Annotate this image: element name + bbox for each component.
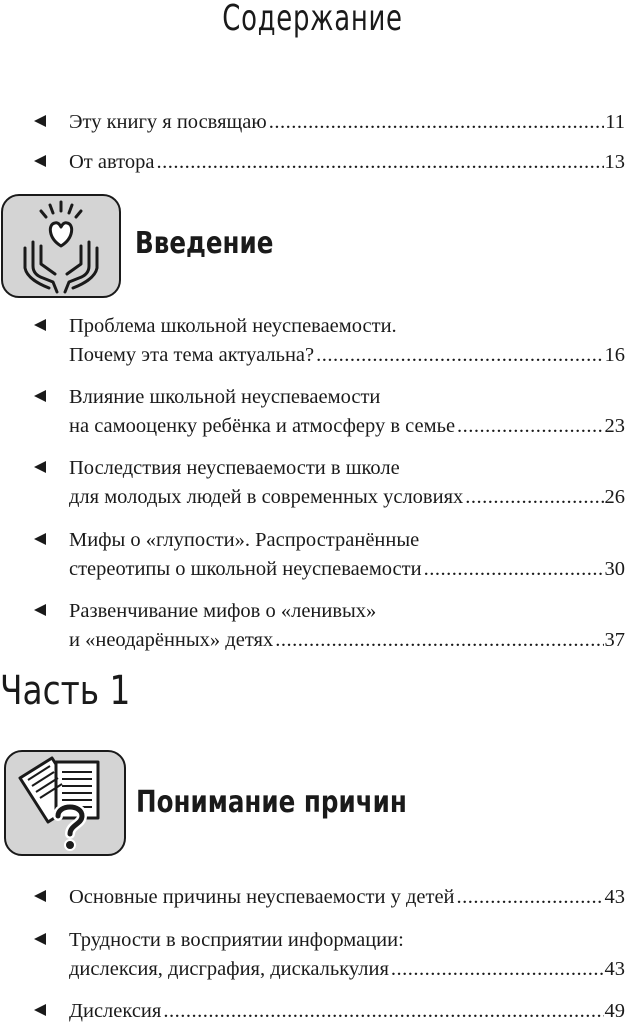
entry-title-cont: Почему эта тема актуальна? (69, 341, 316, 370)
bullet-triangle-icon (34, 890, 46, 902)
dot-leader (163, 997, 603, 1026)
toc-entry[interactable] (34, 597, 625, 655)
dot-leader (156, 148, 603, 177)
bullet-triangle-icon (34, 1004, 46, 1016)
dot-leader (457, 412, 603, 441)
dot-leader (269, 108, 605, 137)
dot-leader (465, 483, 603, 512)
bullet-triangle-icon (34, 155, 46, 167)
entry-title-cont: для молодых людей в современных условиях (69, 483, 465, 512)
page-number: 37 (604, 626, 625, 655)
page-number: 16 (604, 341, 625, 370)
dot-leader (391, 955, 604, 984)
entry-title: Влияние школьной неуспеваемости (69, 383, 380, 412)
entry-title: Дислексия (69, 997, 163, 1026)
entry-title: Эту книгу я посвящаю (69, 108, 269, 137)
page-number: 49 (604, 997, 625, 1026)
entry-title-cont: и «неодарённых» детях (69, 626, 275, 655)
page-title: Содержание (87, 0, 537, 39)
toc-entry[interactable] (34, 526, 625, 584)
section-heading-intro: Введение (135, 226, 273, 261)
page-number: 13 (604, 148, 625, 177)
bullet-triangle-icon (34, 933, 46, 945)
entry-title: Проблема школьной неуспеваемости. (69, 312, 397, 341)
toc-entry[interactable] (34, 926, 625, 984)
toc-entry[interactable] (34, 454, 625, 512)
toc-entry[interactable] (34, 383, 625, 441)
section-heading-part1: Понимание причин (136, 785, 407, 820)
dot-leader (424, 555, 604, 584)
part-heading: Часть 1 (0, 668, 130, 714)
bullet-triangle-icon (34, 604, 46, 616)
entry-title: Трудности в восприятии информации: (69, 926, 404, 955)
page-number: 23 (604, 412, 625, 441)
entry-title: От автора (69, 148, 156, 177)
bullet-triangle-icon (34, 319, 46, 331)
entry-title-cont: дислексия, дисграфия, дискалькулия (69, 955, 391, 984)
bullet-triangle-icon (34, 533, 46, 545)
dot-leader (316, 341, 603, 370)
page-number: 26 (604, 483, 625, 512)
entry-title: Развенчивание мифов о «ленивых» (69, 597, 376, 626)
dot-leader (457, 883, 604, 912)
dot-leader (275, 626, 603, 655)
toc-entry[interactable] (34, 312, 625, 370)
bullet-triangle-icon (34, 461, 46, 473)
entry-title: Основные причины неуспеваемости у детей (69, 883, 457, 912)
page-number: 30 (604, 555, 625, 584)
entry-title-cont: на самооценку ребёнка и атмосферу в семье (69, 412, 457, 441)
entry-title-cont: стереотипы о школьной неуспеваемости (69, 555, 424, 584)
bullet-triangle-icon (34, 390, 46, 402)
bullet-triangle-icon (34, 115, 46, 127)
heart-hands-icon (1, 194, 121, 298)
documents-question-icon (4, 750, 126, 856)
entry-title: Мифы о «глупости». Распространённые (69, 526, 419, 555)
page-number: 43 (604, 883, 625, 912)
page-number: 43 (604, 955, 625, 984)
page-number: 11 (604, 108, 625, 137)
entry-title: Последствия неуспеваемости в школе (69, 454, 400, 483)
